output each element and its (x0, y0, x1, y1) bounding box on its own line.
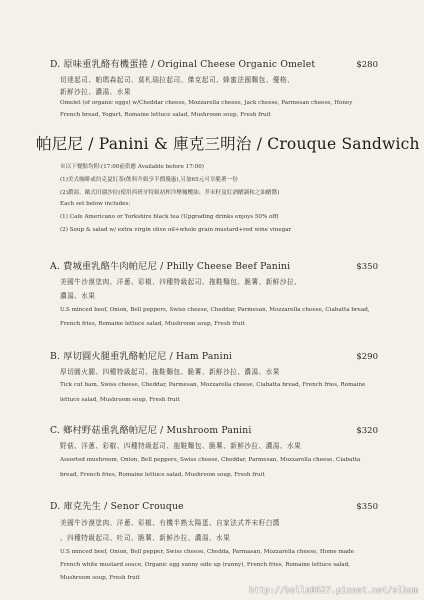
item-title: D. 庫克先生 / Senor Crouque (50, 501, 184, 512)
item-description-en: French white mustard souce, Organic egg sunny side up (runny), French fries, Romaine lettuce salad, (60, 562, 350, 568)
item-description-en: French fries, Romaine lettuce salad, Mushroom soup, Fresh fruit (60, 321, 245, 327)
item-description-en: Assorted mushroom, Onion, Bell peppers, Swiss cheese, Cheddar, Parmesan, Mozzarella cheese, Ciabatta (60, 457, 361, 463)
section-title: 帕尼尼 / Panini & 庫克三明治 / Crouque Sandwich (36, 135, 420, 153)
set-note: (1) Cafe Americano or Yorkshire black tea (Upgrading drinks enjoys 50% off) (60, 214, 279, 220)
item-description-zh: 美國牛沙漠塗肉、洋蔥、彩椒、有機半熟太陽蛋、自家法式芥末籽白醬 (60, 519, 280, 527)
item-description-en: French bread, Yogurt, Romaine lettuce salad, Mushroom soup, Fresh fruit (60, 112, 271, 118)
set-note: (2) Soup & salad w/ extra virgin olive oil+whole grain mustard+red wine vinegar (60, 227, 292, 233)
item-price: $350 (356, 262, 378, 272)
item-description-en: U.S minced beef, Onion, Bell peppers, Swiss cheese, Cheddar, Parmesan, Mozzarella cheese, Ciabatta bread, (60, 307, 370, 313)
item-description-en: U.S minced beef, Onion, Bell pepper, Swiss cheese, Chedda, Parmasan, Mozzarella cheese, Home made (60, 549, 355, 555)
item-description-zh: 切達起司、帕瑪森起司、莫札瑞拉起司、傑克起司、蜂蜜法國麵包、優格、 (60, 76, 295, 84)
menu-item-senor-crouque (50, 498, 378, 512)
menu-item-philly-cheese-beef-panini (50, 258, 378, 272)
menu-item-ham-panini (50, 348, 378, 362)
item-title: C. 鄉村野菇重乳酪帕尼尼 / Mushroom Panini (50, 425, 252, 436)
item-price: $280 (356, 60, 378, 70)
item-price: $290 (356, 352, 378, 362)
item-description-en: Omelet (of organic eggs) w/Cheddar cheese, Mozzarella cheese, Jack cheese, Parmesan cheese, Honey (60, 100, 353, 106)
item-title: D. 原味重乳酪有機蛋捲 / Original Cheese Organic Omelet (50, 59, 316, 70)
item-title: B. 厚切圓火腿重乳酪帕尼尼 / Ham Panini (50, 351, 233, 362)
item-price: $350 (356, 502, 378, 512)
item-description-en: Mushroom soup, Fresh fruit (60, 575, 140, 581)
item-description-zh: 美國牛沙漠塗肉、洋蔥、彩椒、四種特級起司、拖鞋麵包、脆薯、新鮮沙拉、 (60, 278, 302, 286)
item-description-zh: 、四種特級起司、吐司、脆薯、新鮮沙拉、濃湯、水果 (60, 534, 231, 542)
item-description-zh: 新鮮沙拉、濃湯、水果 (60, 88, 131, 96)
item-title: A. 費城重乳酪牛肉帕尼尼 / Philly Cheese Beef Panini (50, 261, 291, 272)
item-description-zh: 厚切圓火腿、四種特級起司、拖鞋麵包、脆薯、新鮮沙拉、濃湯、水果 (60, 368, 280, 376)
set-note: ※以下餐點均附:(17:00前供應 Available before 17:00) (60, 164, 204, 170)
menu-item-mushroom-panini (50, 422, 378, 436)
item-description-zh: 野菇、洋蔥、彩椒、四種特級起司、拖鞋麵包、脆薯、新鮮沙拉、濃湯、水果 (60, 442, 302, 450)
set-note: (1)美式咖啡或約克夏紅茶(飲料升級享半價優惠),另加65元可享脆薯一份 (60, 177, 238, 183)
item-description-en: lettuce salad, Mushroom soup, Fresh fruit (60, 397, 180, 403)
item-price: $320 (356, 426, 378, 436)
item-description-en: Tick cut ham, Swiss cheese, Cheddar, Parmesan, Mozzarella cheese, Ciabatta bread, French fries, Romaine (60, 382, 366, 388)
watermark-url: http://bella0627.pixnet.net/album (249, 586, 418, 596)
set-note: Each set below includes: (60, 201, 131, 207)
item-description-zh: 濃湯、水果 (60, 292, 96, 300)
menu-item-original-cheese-omelet (50, 56, 378, 70)
set-note: (2)濃湯、歐式田園沙拉(使用西班牙特級初榨冷壓橄欖油、芥末籽及紅酒醋調和之油醋醬) (60, 190, 280, 196)
item-description-en: bread, French fries, Romaine lettuce salad, Mushroom soup, Fresh fruit (60, 472, 265, 478)
